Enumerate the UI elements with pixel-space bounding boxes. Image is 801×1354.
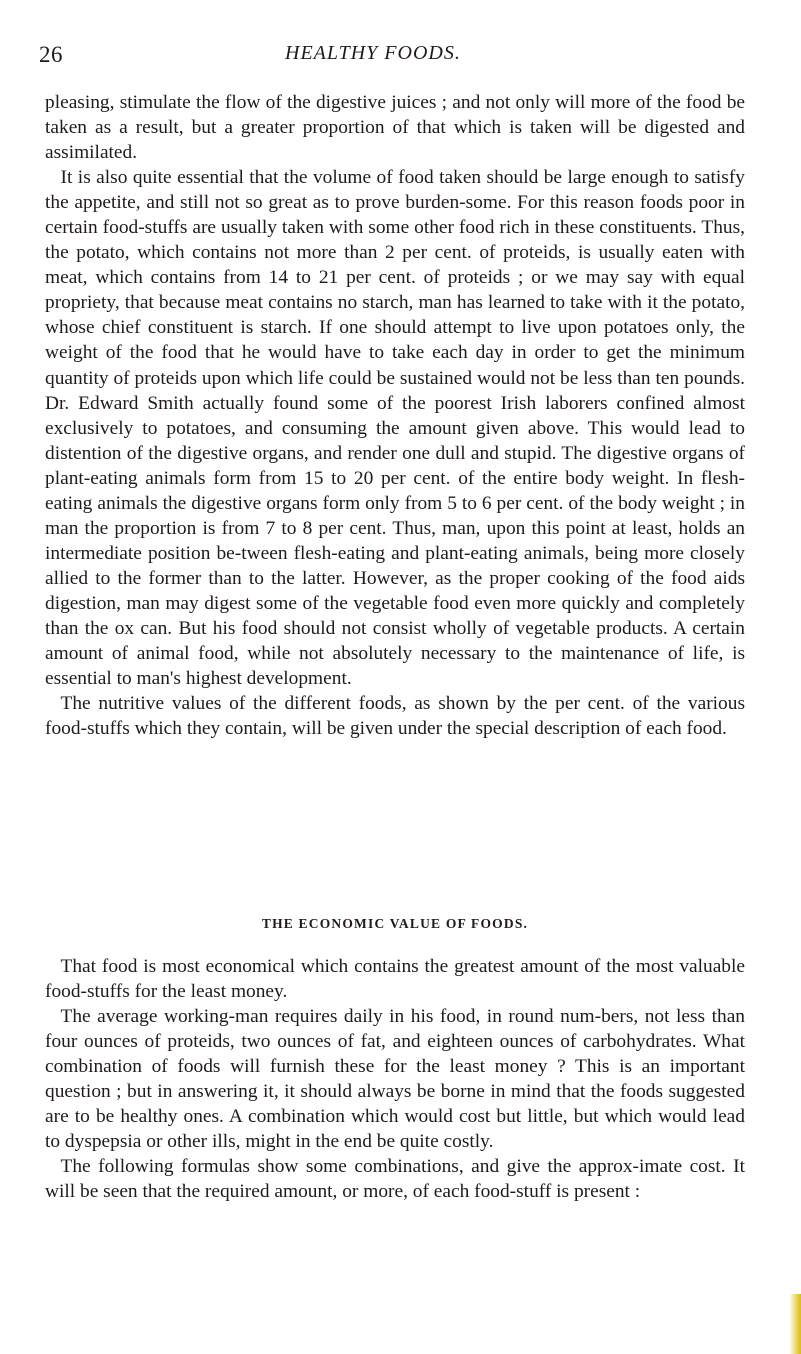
paragraph-formulas: The following formulas show some combinations, and give the approx-imate cost. It will be seen that the required amount, or more, of each food-stuff is present : — [45, 1156, 745, 1203]
paper-edge-decoration — [789, 1294, 801, 1354]
paragraph-continued: pleasing, stimulate the flow of the digestive juices ; and not only will more of the food be taken as a result, but a greater proportion of that which is taken will be digested and assimilated. — [45, 92, 745, 164]
paragraph-volume-of-food: It is also quite essential that the volume of food taken should be large enough to satisfy the appetite, and still not so great as to prove burden-some. For this reason foods poor in certain food-stuffs are usually taken with some other food rich in these constituents. Thus, the potato, which contains not more than 2 per cent. of proteids, is usually eaten with meat, which contains from 14 to 21 per cent. of proteids ; or we may say with equal propriety, that because meat contains no starch, man has learned to take with it the potato, whose chief constituent is starch. If one should attempt to live upon potatoes only, the weight of the food that he would have to take each day in order to get the minimum quantity of proteids upon which life could be sustained would not be less than ten pounds. Dr. Edward Smith actually found some of the poorest Irish laborers confined almost exclusively to potatoes, and consuming the amount given above. This would lead to distention of the digestive organs, and render one dull and stupid. The digestive organs of plant-eating animals form from 15 to 20 per cent. of the entire body weight. In flesh-eating animals the digestive organs form only from 5 to 6 per cent. of the body weight ; in man the proportion is from 7 to 8 per cent. Thus, man, upon this point at least, holds an intermediate position be-tween flesh-eating and plant-eating animals, being more closely allied to the former than to the latter. However, as the proper cooking of the food aids digestion, man may digest some of the vegetable food even more quickly and completely than the ox can. But his food should not consist wholly of vegetable products. A certain amount of animal food, while not absolutely necessary to the maintenance of life, is essential to man's highest development. — [45, 167, 745, 690]
paragraph-most-economical: That food is most economical which contains the greatest amount of the most valuable food-stuffs for the least money. — [45, 956, 745, 1003]
paragraph-nutritive-values: The nutritive values of the different foods, as shown by the per cent. of the various food-stuffs which they contain, will be given under the special description of each food. — [45, 693, 745, 740]
running-head — [39, 42, 679, 82]
section-heading: THE ECONOMIC VALUE OF FOODS. — [261, 916, 529, 931]
body-text — [45, 90, 745, 741]
page-number: 26 — [39, 42, 63, 67]
section-body-text — [45, 954, 745, 1204]
paragraph-working-man: The average working-man requires daily in his food, in round num-bers, not less than four ounces of proteids, two ounces of fat, and eighteen ounces of carbohydrates. What combination of foods will furnish these for the least money ? This is an important question ; but in answering it, it should always be borne in mind that the foods suggested are to be healthy ones. A combination which would cost but little, but which would lead to dyspepsia or other ills, might in the end be quite costly. — [45, 1006, 745, 1153]
running-title: HEALTHY FOODS. — [285, 42, 461, 64]
